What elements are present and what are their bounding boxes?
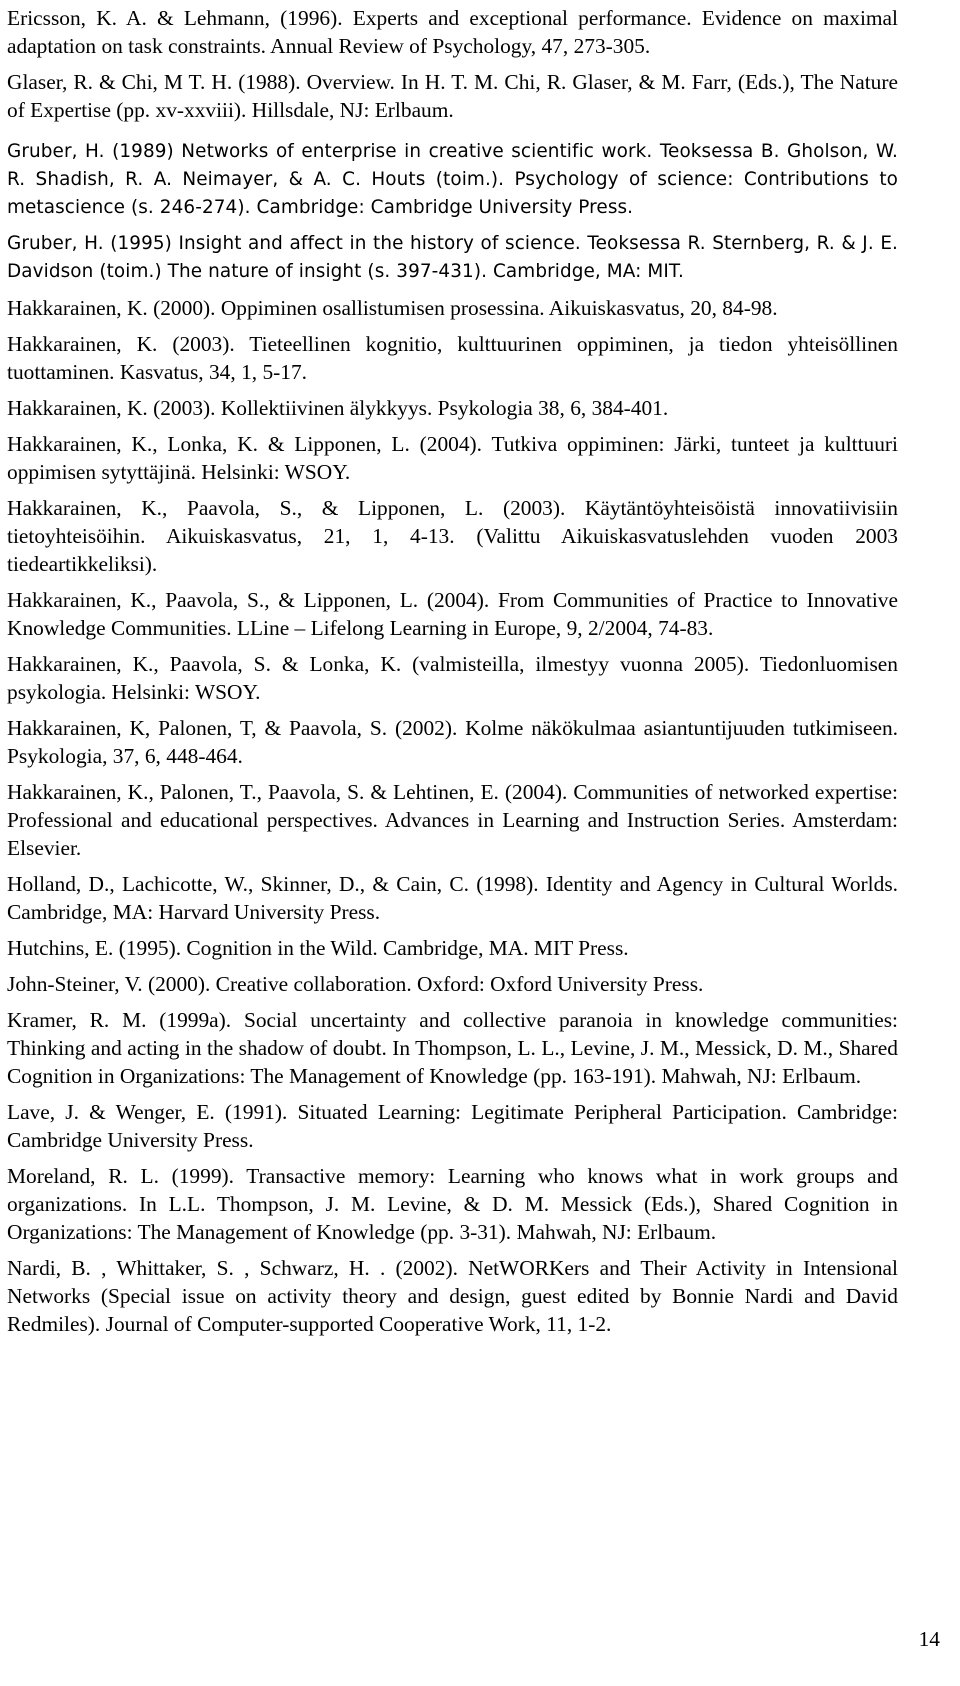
reference-nardi: Nardi, B. , Whittaker, S. , Schwarz, H. . (2002). NetWORKers and Their Activity in Intensional Networks (Special issue on activity theory and design, guest edited by Bonnie Nardi and David Redmiles). Journal of Computer-supported Cooperative Work, 11, 1-2. <box>7 1256 898 1336</box>
reference-gruber-1995: Gruber, H. (1995) Insight and affect in the history of science. Teoksessa R. Sternberg, R. & J. E. Davidson (toim.) The nature of insight (s. 397-431). Cambridge, MA: MIT. <box>7 233 898 282</box>
reference-hakkarainen-2002: Hakkarainen, K, Palonen, T, & Paavola, S. (2002). Kolme näkökulmaa asiantuntijuuden tutkimiseen. Psykologia, 37, 6, 448-464. <box>7 716 898 768</box>
reference-lave: Lave, J. & Wenger, E. (1991). Situated Learning: Legitimate Peripheral Participation. Cambridge: Cambridge University Press. <box>7 1100 898 1152</box>
reference-hakkarainen-2003c: Hakkarainen, K., Paavola, S., & Lipponen, L. (2003). Käytäntöyhteisöistä innovatiivisiin tietoyhteisöihin. Aikuiskasvatus, 21, 1, 4-13. (Valittu Aikuiskasvatuslehden vuoden 2003 tiedeartikkeliksi). <box>7 496 898 576</box>
references-block-gruber <box>7 138 898 286</box>
reference-moreland: Moreland, R. L. (1999). Transactive memory: Learning who knows what in work groups and organizations. In L.L. Thompson, J. M. Levine, & D. M. Messick (Eds.), Shared Cognition in Organizations: The Management of Knowledge (pp. 3-31). Mahwah, NJ: Erlbaum. <box>7 1164 898 1244</box>
reference-hakkarainen-2003a: Hakkarainen, K. (2003). Tieteellinen kognitio, kulttuurinen oppiminen, ja tiedon yhteisöllinen tuottaminen. Kasvatus, 34, 1, 5-17. <box>7 332 898 384</box>
reference-hakkarainen-2004b: Hakkarainen, K., Paavola, S., & Lipponen, L. (2004). From Communities of Practice to Innovative Knowledge Communities. LLine – Lifelong Learning in Europe, 9, 2/2004, 74-83. <box>7 588 898 640</box>
reference-gruber-1989: Gruber, H. (1989) Networks of enterprise in creative scientific work. Teoksessa B. Gholson, W. R. Shadish, R. A. Neimayer, & A. C. Houts (toim.). Psychology of science: Contributions to metascience (s. 246-274). Cambridge: Cambridge University Press. <box>7 141 898 218</box>
reference-hakkarainen-2005: Hakkarainen, K., Paavola, S. & Lonka, K. (valmisteilla, ilmestyy vuonna 2005). Tiedonluomisen psykologia. Helsinki: WSOY. <box>7 652 898 704</box>
reference-holland: Holland, D., Lachicotte, W., Skinner, D., & Cain, C. (1998). Identity and Agency in Cultural Worlds. Cambridge, MA: Harvard University Press. <box>7 872 898 924</box>
reference-hakkarainen-2000: Hakkarainen, K. (2000). Oppiminen osallistumisen prosessina. Aikuiskasvatus, 20, 84-98. <box>7 296 778 320</box>
reference-hutchins: Hutchins, E. (1995). Cognition in the Wild. Cambridge, MA. MIT Press. <box>7 936 629 960</box>
page-number: 14 <box>918 1627 940 1651</box>
reference-hakkarainen-2003b: Hakkarainen, K. (2003). Kollektiivinen älykkyys. Psykologia 38, 6, 384-401. <box>7 396 669 420</box>
reference-john-steiner: John-Steiner, V. (2000). Creative collaboration. Oxford: Oxford University Press. <box>7 972 704 996</box>
reference-kramer: Kramer, R. M. (1999a). Social uncertainty and collective paranoia in knowledge communities: Thinking and acting in the shadow of doubt. In Thompson, L. L., Levine, J. M., Messick, D. M., Shared Cognition in Organizations: The Management of Knowledge (pp. 163-191). Mahwah, NJ: Erlbaum. <box>7 1008 898 1088</box>
reference-glaser: Glaser, R. & Chi, M T. H. (1988). Overview. In H. T. M. Chi, R. Glaser, & M. Farr, (Eds.), The Nature of Expertise (pp. xv-xxviii). Hillsdale, NJ: Erlbaum. <box>7 70 898 122</box>
references-block-main <box>7 294 898 1338</box>
reference-hakkarainen-2004a: Hakkarainen, K., Lonka, K. & Lipponen, L. (2004). Tutkiva oppiminen: Järki, tunteet ja kulttuuri oppimisen sytyttäjinä. Helsinki: WSOY. <box>7 432 898 484</box>
references-block-top <box>7 0 898 124</box>
reference-hakkarainen-2004c: Hakkarainen, K., Palonen, T., Paavola, S. & Lehtinen, E. (2004). Communities of networked expertise: Professional and educational perspectives. Advances in Learning and Instruction Series. Amsterdam: Elsevier. <box>7 780 898 860</box>
reference-ericsson: Ericsson, K. A. & Lehmann, (1996). Experts and exceptional performance. Evidence on maximal adaptation on task constraints. Annual Review of Psychology, 47, 273-305. <box>7 6 898 58</box>
